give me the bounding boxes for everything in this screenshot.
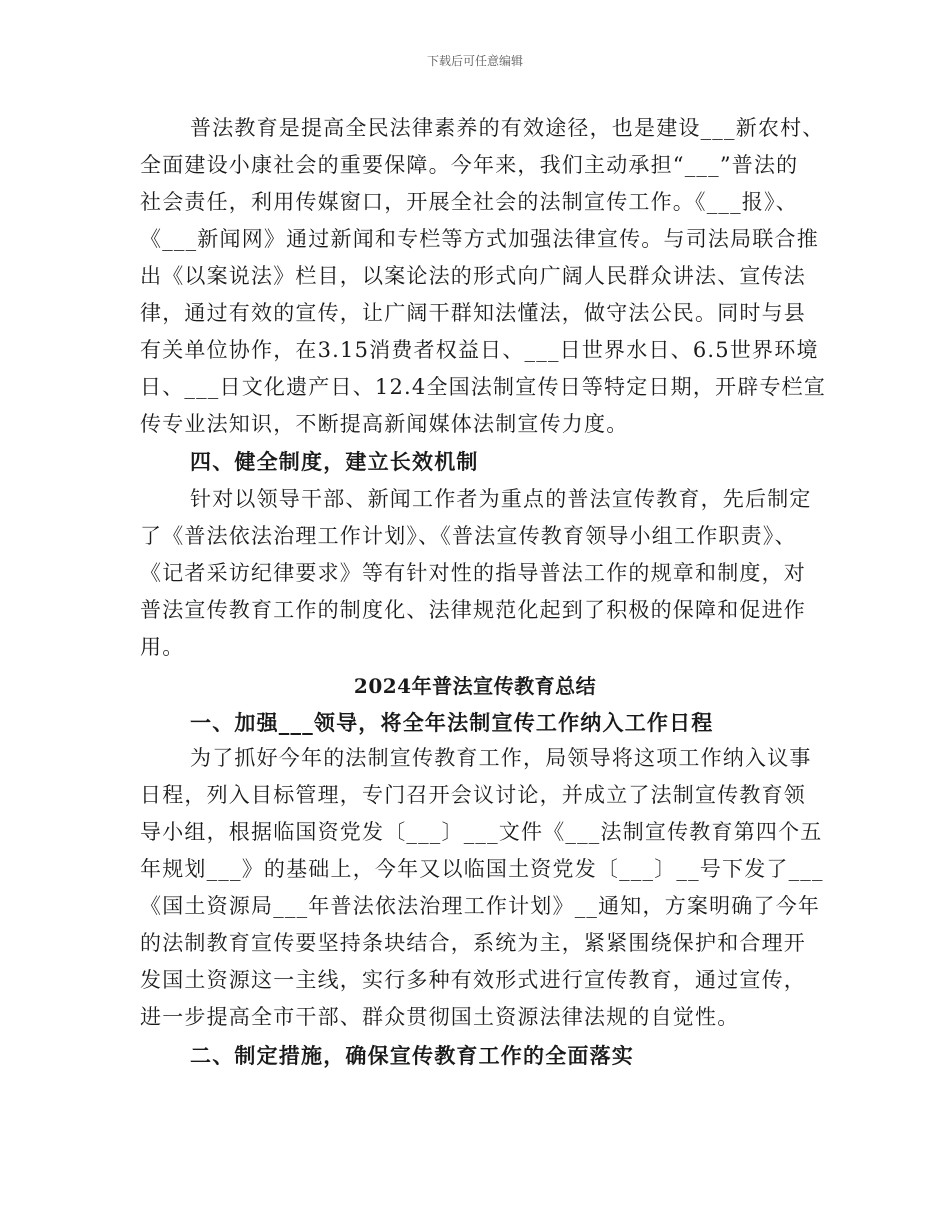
paragraph-line: 年规划___》的基础上，今年又以临国土资党发〔___〕__号下发了___ <box>140 857 824 881</box>
paragraph-line: 出《以案说法》栏目，以案论法的形式向广阔人民群众讲法、宣传法 <box>140 264 806 288</box>
paragraph-line: 日程，列入目标管理，专门召开会议讨论，并成立了法制宣传教育领 <box>140 783 806 807</box>
paragraph-line: 《记者采访纪律要求》等有针对性的指导普法工作的规章和制度，对 <box>140 561 806 585</box>
paragraph-line: 日、___日文化遗产日、12.4全国法制宣传日等特定日期，开辟专栏宣 <box>140 375 827 399</box>
paragraph-line: 为了抓好今年的法制宣传教育工作，局领导将这项工作纳入议事 <box>190 746 812 770</box>
paragraph-line: 传专业法知识，不断提高新闻媒体法制宣传力度。 <box>140 412 629 436</box>
paragraph-line: 《___新闻网》通过新闻和专栏等方式加强法律宣传。与司法局联合推 <box>140 227 819 251</box>
paragraph-line: 有关单位协作，在3.15消费者权益日、___日世界水日、6.5世界环境 <box>140 338 819 362</box>
paragraph-line: 全面建设小康社会的重要保障。今年来，我们主动承担“___”普法的 <box>140 153 799 177</box>
paragraph-line: 社会责任，利用传媒窗口，开展全社会的法制宣传工作。《___报》、 <box>140 190 798 214</box>
section-heading: 二、制定措施，确保宣传教育工作的全面落实 <box>190 1043 634 1068</box>
document-title: 2024年普法宣传教育总结 <box>353 674 597 698</box>
page-header: 下载后可任意编辑 <box>426 54 523 68</box>
paragraph-line: 《国土资源局___年普法依法治理工作计划》__通知，方案明确了今年 <box>140 894 821 918</box>
paragraph-line: 的法制教育宣传要坚持条块结合，系统为主，紧紧围绕保护和合理开 <box>140 931 806 955</box>
section-heading: 四、健全制度，建立长效机制 <box>190 449 479 474</box>
paragraph-line: 发国土资源这一主线，实行多种有效形式进行宣传教育，通过宣传， <box>140 968 806 992</box>
paragraph-line: 律，通过有效的宣传，让广阔干群知法懂法，做守法公民。同时与县 <box>140 301 806 325</box>
paragraph-line: 针对以领导干部、新闻工作者为重点的普法宣传教育，先后制定 <box>190 487 812 511</box>
paragraph-line: 普法教育是提高全民法律素养的有效途径，也是建设___新农村、 <box>190 116 825 140</box>
paragraph-line: 普法宣传教育工作的制度化、法律规范化起到了积极的保障和促进作 <box>140 598 806 622</box>
paragraph-line: 导小组，根据临国资党发〔___〕___文件《___法制宣传教育第四个五 <box>140 820 823 844</box>
section-heading: 一、加强___领导，将全年法制宣传工作纳入工作日程 <box>190 710 714 735</box>
paragraph-line: 进一步提高全市干部、群众贯彻国土资源法律法规的自觉性。 <box>140 1005 740 1029</box>
paragraph-line: 了《普法依法治理工作计划》、《普法宣传教育领导小组工作职责》、 <box>140 524 797 548</box>
paragraph-line: 用。 <box>140 635 185 659</box>
